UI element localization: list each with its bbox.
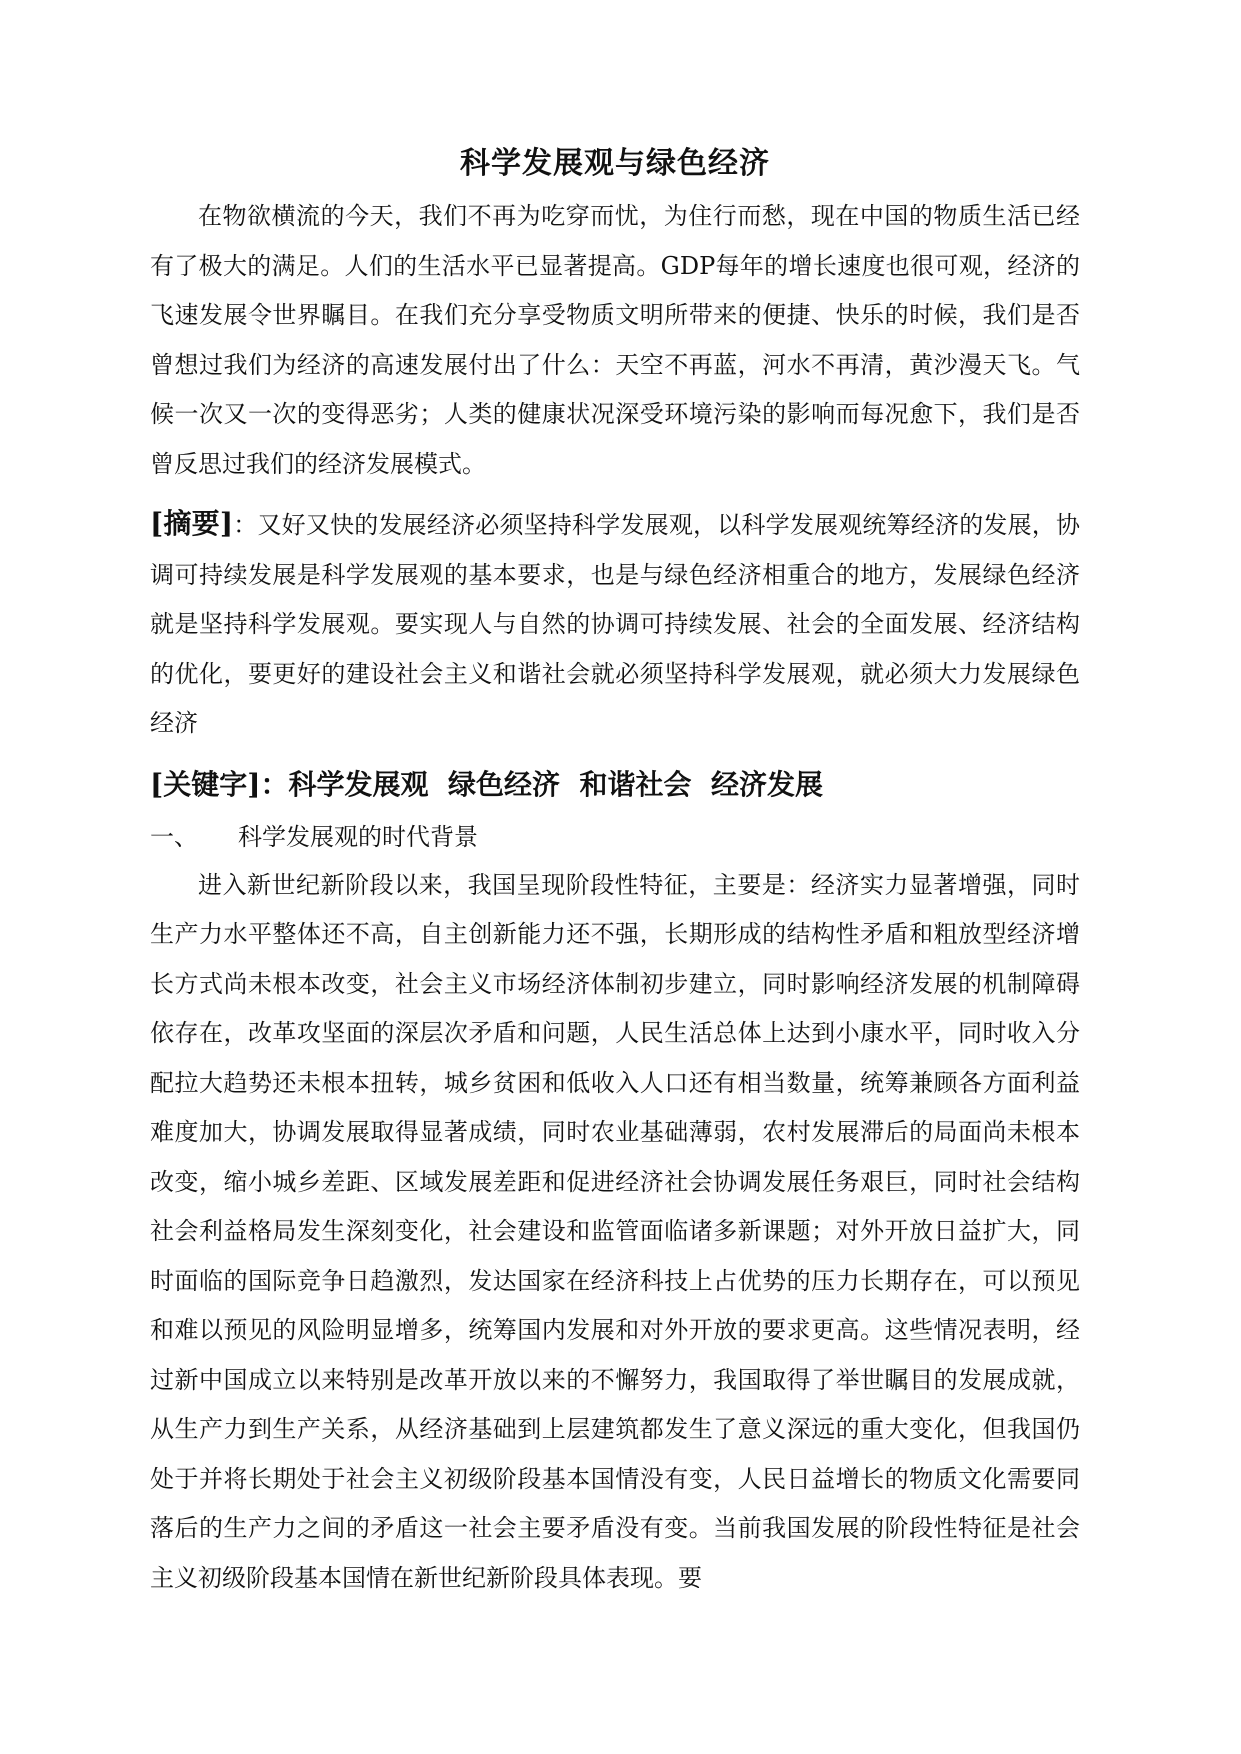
document-title: 科学发展观与绿色经济 [460,146,770,181]
section-title: 科学发展观的时代背景 [238,822,478,851]
intro-paragraph: 在物欲横流的今天，我们不再为吃穿而忧，为住行而愁，现在中国的物质生活已经有了极大的满足。人们的生活水平已显著提高。GDP每年的增长速度也很可观，经济的飞速发展令世界瞩目。在我们充分享受物质文明所带来的便捷、快乐的时候，我们是否曾想过我们为经济的高速发展付出了什么：天空不再蓝，河水不再清，黄沙漫天飞。气候一次又一次的变得恶劣；人类的健康状况深受环境污染的影响而每况愈下，我们是否曾反思过我们的经济发展模式。 [150,202,1080,478]
keywords-line [150,757,1080,813]
section-number: 一、 [150,822,198,851]
section-heading [150,813,1080,861]
abstract-label: [摘要] [150,507,234,540]
section-body-paragraph: 进入新世纪新阶段以来，我国呈现阶段性特征，主要是：经济实力显著增强，同时生产力水平整体还不高，自主创新能力还不强，长期形成的结构性矛盾和粗放型经济增长方式尚未根本改变，社会主义市场经济体制初步建立，同时影响经济发展的机制障碍依存在，改革攻坚面的深层次矛盾和问题，人民生活总体上达到小康水平，同时收入分配拉大趋势还未根本扭转，城乡贫困和低收入人口还有相当数量，统筹兼顾各方面利益难度加大，协调发展取得显著成绩，同时农业基础薄弱，农村发展滞后的局面尚未根本改变，缩小城乡差距、区域发展差距和促进经济社会协调发展任务艰巨，同时社会结构社会利益格局发生深刻变化，社会建设和监管面临诸多新课题；对外开放日益扩大，同时面临的国际竞争日趋激烈，发达国家在经济科技上占优势的压力长期存在，可以预见和难以预见的风险明显增多，统筹国内发展和对外开放的要求更高。这些情况表明，经过新中国成立以来特别是改革开放以来的不懈努力，我国取得了举世瞩目的发展成就，从生产力到生产关系，从经济基础到上层建筑都发生了意义深远的重大变化，但我国仍处于并将长期处于社会主义初级阶段基本国情没有变，人民日益增长的物质文化需要同落后的生产力之间的矛盾这一社会主要矛盾没有变。当前我国发展的阶段性特征是社会主义初级阶段基本国情在新世纪新阶段具体表现。要 [150,870,1080,1592]
document-page [150,140,1080,1603]
keywords-text: 科学发展观 绿色经济 和谐社会 经济发展 [288,767,823,801]
keywords-label: [关键字]： [150,767,289,801]
abstract-paragraph [150,499,1080,749]
abstract-text: ：又好又快的发展经济必须坚持科学发展观，以科学发展观统筹经济的发展，协调可持续发展是科学发展观的基本要求，也是与绿色经济相重合的地方，发展绿色经济就是坚持科学发展观。要实现人与自然的协调可持续发展、社会的全面发展、经济结构的优化，要更好的建设社会主义和谐社会就必须坚持科学发展观，就必须大力发展绿色经济 [150,511,1080,737]
